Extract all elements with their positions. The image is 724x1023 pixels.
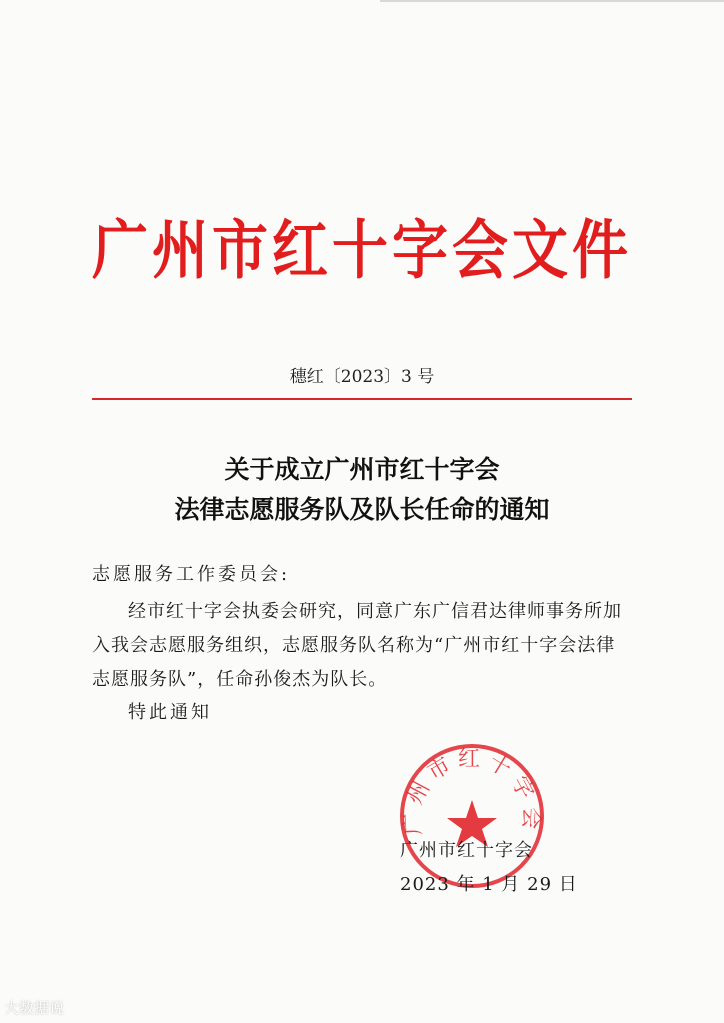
issue-date: 2023 年 1 月 29 日: [400, 874, 578, 895]
document-header-title: 广州市红十字会文件: [92, 212, 632, 289]
closing-remark: 特此通知: [128, 702, 212, 723]
watermark-logo: 大数据说: [4, 999, 65, 1017]
official-seal: [398, 742, 546, 890]
issuing-organization: 广州市红十字会: [400, 840, 533, 861]
addressee: 志愿服务工作委员会:: [92, 564, 291, 585]
body-paragraph-line: 志愿服务队”，任命孙俊杰为队长。: [92, 669, 388, 690]
scan-edge: [380, 0, 724, 2]
notice-title-line-2: 法律志愿服务队及队长任命的通知: [174, 495, 550, 524]
header-divider: [92, 398, 632, 400]
notice-title-line-1: 关于成立广州市红十字会: [224, 455, 500, 484]
body-paragraph-line: 经市红十字会执委会研究，同意广东广信君达律师事务所加: [128, 601, 622, 622]
document-number: 穗红〔2023〕3 号: [289, 367, 435, 387]
svg-text:广州市红十字会: 广州市红十字会: [400, 747, 544, 836]
body-paragraph-line: 入我会志愿服务组织，志愿服务队名称为“广州市红十字会法律: [92, 635, 616, 656]
